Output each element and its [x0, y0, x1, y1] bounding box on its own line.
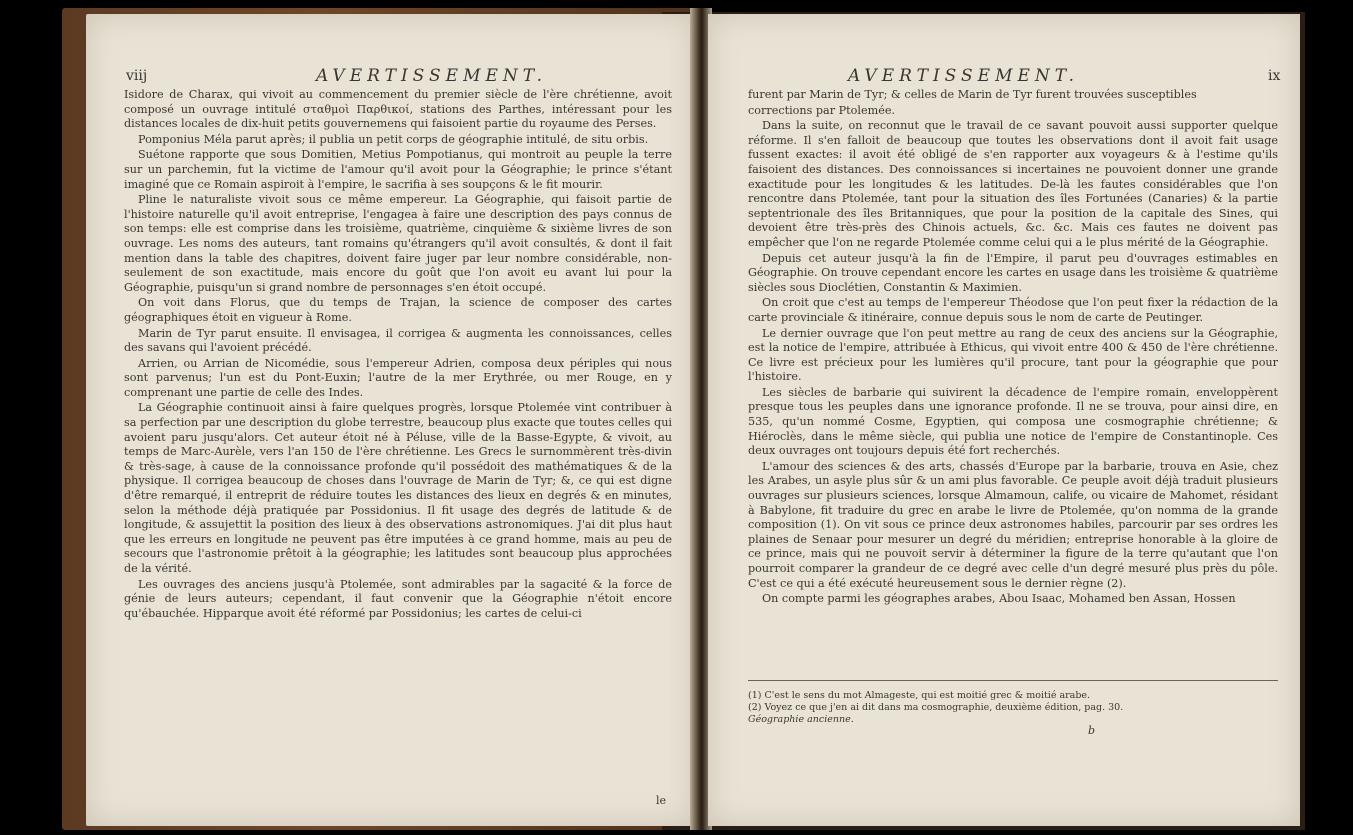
open-book [62, 8, 1305, 830]
paragraph: Les ouvrages des anciens jusqu'à Ptolemée, sont admirables par la sagacité & la force de génie de leurs auteurs; cependant, il faut convenir que la Géographie n'étoit encore qu'ébauchée. Hipparque avoit été réformé par Possidonius; les cartes de celui-ci [124, 577, 672, 620]
paragraph: Pomponius Méla parut après; il publia un petit corps de géographie intitulé, de situ orbis. [138, 132, 649, 146]
paragraph: Dans la suite, on reconnut que le travail de ce savant pouvoit aussi supporter quelque réforme. Il s'en falloit de beaucoup que toutes les observations dont il avoit fait usage fussent exactes: il avoit été obligé de s'en rapporter aux voyageurs & à l'estime qu'ils faisoient des distances. Des connoissances si incertaines ne pouvoient donner une grande exactitude pour les longitudes & les latitudes. De-là les fautes considérables que l'on rencontre dans Ptolemée, tant pour la situation des îles Fortunées (Canaries) & la partie septentrionale des îles Britanniques, que pour la position de la capitale des Sines, qui devoient être très-près des Chinois actuels, &c. &c. Mais ces fautes ne doivent pas empêcher que l'on ne regarde Ptolemée comme celui qui a le plus mérité de la Géographie. [748, 119, 1278, 249]
paragraph: Les siècles de barbarie qui suivirent la décadence de l'empire romain, enveloppèrent presque tous les peuples dans une ignorance profonde. Il ne se trouva, pour ainsi dire, en 535, qu'un nommé Cosme, Egyptien, qui composa une cosmographie chrétienne; & Hiéroclès, dans le même siècle, qui publia une notice de l'empire de Constantinople. Ces deux ouvrages ont toujours depuis été fort recherchés. [748, 385, 1278, 458]
footnotes [748, 690, 1278, 726]
left-page [86, 14, 694, 826]
paragraph: On compte parmi les géographes arabes, Abou Isaac, Mohamed ben Assan, Hossen [762, 592, 1236, 606]
page-number-right: ix [1268, 68, 1281, 84]
paragraph: Marin de Tyr parut ensuite. Il envisagea, il corrigea & augmenta les connoissances, celles des savans qui l'avoient précédé. [124, 326, 672, 355]
paragraph: Pline le naturaliste vivoit sous ce même empereur. La Géographie, qui faisoit partie de l'histoire naturelle qu'il avoit entreprise, l'engagea à faire une description des pays connus de son temps: elle est comprise dans les troisième, quatrième, cinquième & sixième livres de son ouvrage. Les noms des auteurs, tant romains qu'étrangers qu'il avoit consultés, & dont il fait mention dans la table des chapitres, doivent faire juger par leur nombre considérable, non-seulement de son exactitude, mais encore du goût que l'on avoit eu avant lui pour la Géographie, puisqu'un si grand nombre de personnages s'en étoit occupé. [124, 193, 672, 294]
paragraph: corrections par Ptolemée. [748, 103, 895, 117]
left-body-text [124, 88, 672, 622]
right-page [708, 14, 1300, 826]
paragraph: Depuis cet auteur jusqu'à la fin de l'Empire, il parut peu d'ouvrages estimables en Géographie. On trouve cependant encore les cartes en usage dans les troisième & quatrième siècles sous Dioclétien, Constantin & Maximien. [748, 251, 1278, 294]
footnote: (2) Voyez ce que j'en ai dit dans ma cosmographie, deuxième édition, pag. 30. [748, 702, 1124, 713]
footnote: Géographie ancienne. [748, 714, 854, 725]
right-body-text [748, 88, 1278, 608]
paragraph: Isidore de Charax, qui vivoit au commencement du premier siècle de l'ère chrétienne, avoit composé un ouvrage intitulé σταθμοὶ Παρθικοί, stations des Parthes, intéressant pour les distances locales de dix-huit petits gouvernemens qui faisoient partie du royaume des Perses. [124, 88, 672, 131]
running-head-left: AVERTISSEMENT. [316, 66, 548, 86]
running-head-right: AVERTISSEMENT. [848, 66, 1080, 86]
paragraph: Arrien, ou Arrian de Nicomédie, sous l'empereur Adrien, composa deux périples qui nous sont parvenus; l'un est du Pont-Euxin; l'autre de la mer Erythrée, ou mer Rouge, en y comprenant une partie de celle des Indes. [124, 356, 672, 399]
paragraph: La Géographie continuoit ainsi à faire quelques progrès, lorsque Ptolemée vint contribuer à sa perfection par une description du globe terrestre, beaucoup plus exacte que toutes celles qui avoient paru jusqu'alors. Cet auteur étoit né à Péluse, ville de la Basse-Egypte, & vivoit, au temps de Marc-Aurèle, vers l'an 150 de l'ère chrétienne. Les Grecs le surnommèrent très-divin & très-sage, à cause de la connoissance profonde qu'il possédoit des mathématiques & de la physique. Il corrigea beaucoup de choses dans l'ouvrage de Marin de Tyr; &, ce qui est digne d'être remarqué, il entreprit de réduire toutes les distances des lieux en degrés & en minutes, selon la méthode déjà pratiquée par Possidonius. Il fit usage des degrés de latitude & de longitude, & assujettit la position des lieux à des observations astronomiques. J'ai dit plus haut que les erreurs en longitude ne peuvent pas être imputées à ce grand homme, mais au peu de secours que l'astronomie prêtoit à la géographie; les latitudes sont beaucoup plus approchées de la vérité. [124, 401, 672, 575]
paragraph: On croit que c'est au temps de l'empereur Théodose que l'on peut fixer la rédaction de la carte provinciale & itinéraire, connue depuis sous le nom de carte de Peutinger. [748, 296, 1278, 324]
paragraph: On voit dans Florus, que du temps de Trajan, la science de composer des cartes géographiques étoit en vigueur à Rome. [124, 296, 672, 324]
catchword: le [656, 794, 667, 807]
paragraph: Le dernier ouvrage que l'on peut mettre au rang de ceux des anciens sur la Géographie, est la notice de l'empire, attribuée à Ethicus, qui vivoit entre 400 & 450 de l'ère chrétienne. Ce livre est précieux pour les lumières qu'il procure, tant pour la géographie que pour l'histoire. [748, 326, 1278, 384]
page-number-left: viij [126, 68, 148, 84]
paragraph: Suétone rapporte que sous Domitien, Metius Pompotianus, qui montroit au peuple la terre sur un parchemin, fut la victime de l'amour qu'il avoit pour la Géographie; le prince s'étant imaginé que ce Romain aspiroit à l'empire, le sacrifia à ses soupçons & le fit mourir. [124, 148, 672, 191]
footnote: (1) C'est le sens du mot Almageste, qui est moitié grec & moitié arabe. [748, 690, 1091, 701]
paragraph: furent par Marin de Tyr; & celles de Marin de Tyr furent trouvées susceptibles [748, 88, 1197, 101]
footnote-rule [748, 680, 1278, 681]
paragraph: L'amour des sciences & des arts, chassés d'Europe par la barbarie, trouva en Asie, chez les Arabes, un asyle plus sûr & un ami plus favorable. Ce peuple avoit déjà traduit plusieurs ouvrages sur plusieurs sciences, lorsque Almamoun, calife, ou vicaire de Mahomet, résidant à Babylone, fit traduire du grec en arabe le livre de Ptolemée, qu'on nomma de la grande composition (1). On vit sous ce prince deux astronomes habiles, parcourir par ses ordres les plaines de Senaar pour mesurer un degré du méridien; entreprise honorable à la gloire de ce prince, mais qui ne pouvoit servir à déterminer la figure de la terre qu'autant que l'on pourroit comparer la grandeur de ce degré avec celle d'un degré mesuré plus près du pôle. C'est ce qui a été exécuté heureusement sous le dernier règne (2). [748, 459, 1278, 590]
signature-mark: b [1088, 724, 1096, 737]
